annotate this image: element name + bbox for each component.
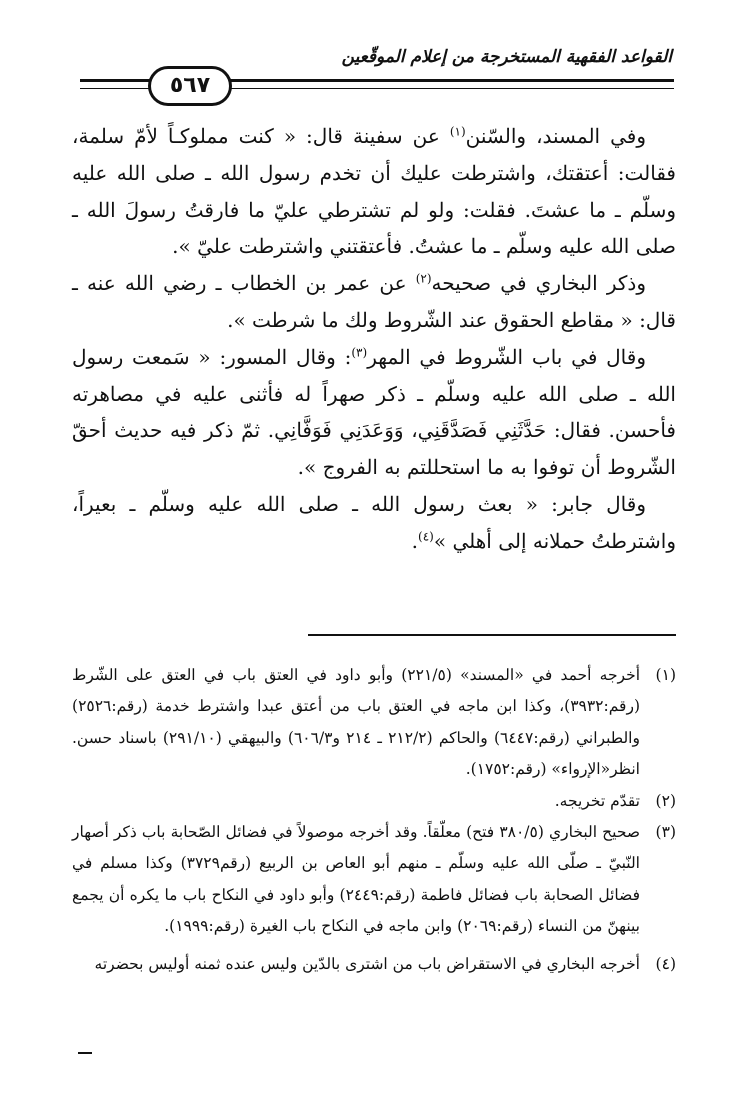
footnote-2 <box>72 786 676 817</box>
footnote-1 <box>72 660 676 786</box>
paragraph-miswar: وقال في باب الشّروط في المهر$^{(٣)}$: وقال المسور: « سَمعت رسول الله ـ صلى الله عليه وسلّم ـ ذكر صهراً له فأثنى عليه في مصاهرته فأحسن. فقال: حَدَّثَنِي فَصَدَّقَنِي، وَوَعَدَنِي فَوَفَّانِي. ثمّ ذكر فيه حديث أحقّ الشّروط أن توفوا به ما استحللتم به الفروج ». <box>72 344 676 480</box>
footnote-text: تقدّم تخريجه. <box>554 791 640 810</box>
page-number: ٥٦٧ <box>148 66 232 106</box>
footnote-ref-2: (٢) <box>415 271 432 286</box>
footnote-number: (٢) <box>655 791 676 810</box>
footnote-number: (٣) <box>655 823 676 842</box>
footnote-text: صحيح البخاري (٣٨٠/٥ فتح) معلّقاً. وقد أخرجه موصولاً في فضائل الصّحابة باب ذكر أصهار النّبيّ ـ صلّى الله عليه وسلّم ـ منهم أبو العاص بن الربيع (رقم٣٧٢٩) وكذا مسلم في فضائل الصحابة باب فضائل فاطمة (رقم:٢٤٤٩) وأبو داود في النكاح باب ما يكره أن يجمع بينهنّ من النساء (رقم:٢٠٦٩) وابن ماجه في النكاح باب الغيرة (رقم:١٩٩٩). <box>72 823 640 936</box>
running-title: القواعد الفقهية المستخرجة من إعلام الموقّعين <box>341 47 672 67</box>
footnote-ref-3: (٣) <box>351 345 368 360</box>
paragraph-jabir: وقال جابر: « بعث رسول الله ـ صلى الله عليه وسلّم ـ بعيراً، واشترطتُ حملانه إلى أهلي »$^{(٤)}$. <box>72 491 676 553</box>
paragraph-safina: وفي المسند، والسّنن$^{(١)}$ عن سفينة قال: « كنت مملوكـاً لأمّ سلمة، فقالت: أعتقتك، واشترطت عليك أن تخدم رسول الله ـ صلى الله عليه وسلّم ـ ما عشتَ. فقلت: ولو لم تشترطي عليّ ما فارقتُ رسولَ الله ـ صلى الله عليه وسلّم ـ ما عشتُ. فأعتقتني واشترطت عليّ ». <box>72 124 676 259</box>
footnote-4 <box>72 949 676 980</box>
footnote-3 <box>72 817 676 943</box>
footnote-ref-4: (٤) <box>418 529 434 544</box>
footnote-number: (٤) <box>655 954 676 973</box>
footnote-text: أخرجه البخاري في الاستقراض باب من اشترى بالدّين وليس عنده ثمنه أوليس بحضرته <box>94 954 640 973</box>
main-text <box>72 118 676 560</box>
footnote-divider <box>308 634 676 636</box>
footnote-text: أخرجه أحمد في «المسند» (٢٢١/٥) وأبو داود في العتق باب في العتق على الشّرط (رقم:٣٩٣٢)، وكذا ابن ماجه في العتق باب من أعتق عبدا واشترط خدمة (رقم:٢٥٢٦) والطبراني (رقم:٦٤٤٧) والحاكم (٢١٢/٢ ـ ٢١٤ و٦٠٦/٣) والبيهقي (٢٩١/١٠) باسناد حسن. انظر«الإرواء» (رقم:١٧٥٢). <box>72 666 640 779</box>
footnote-number: (١) <box>655 666 676 684</box>
paragraph-umar: وذكر البخاري في صحيحه$^{(٢)}$ عن عمر بن الخطاب ـ رضي الله عنه ـ قال: « مقاطع الحقوق عند الشّروط ولك ما شرطت ». <box>72 271 676 332</box>
footnote-ref-1: (١) <box>449 124 466 139</box>
footnotes <box>72 660 676 980</box>
continuation-dash <box>78 1052 92 1054</box>
